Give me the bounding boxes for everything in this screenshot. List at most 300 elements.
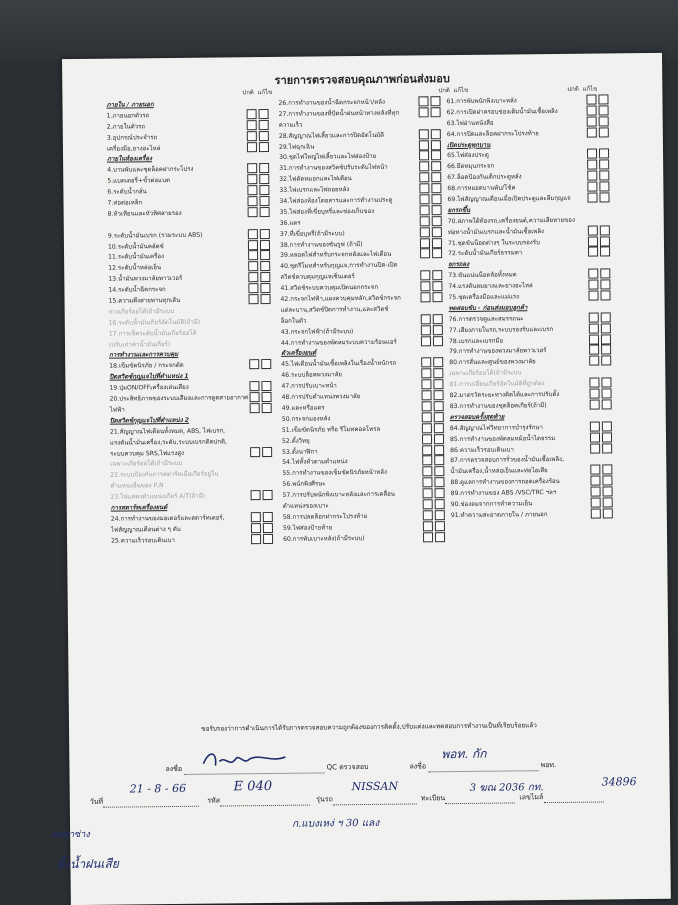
- checklist-item-label: 7.ท่อต่อเหล็ก: [107, 199, 143, 207]
- checklist-item-label: 4.บานพับและชุดล็อคฝากระโปรง: [107, 166, 194, 175]
- fix-checkbox[interactable]: [431, 194, 441, 204]
- checklist-item-label: 60.การพับเบาะหลัง(ถ้ามีระบบ): [283, 534, 365, 543]
- fix-checkbox[interactable]: [601, 323, 611, 333]
- normal-checkbox[interactable]: [251, 523, 261, 533]
- normal-checkbox[interactable]: [251, 490, 261, 500]
- normal-checkbox[interactable]: [422, 456, 432, 466]
- checklist-item-label: 42.กระจกไฟฟ้า,แผงควบคุมหลัก,สวิตช์กระจก: [280, 294, 401, 303]
- fix-checkbox[interactable]: [435, 488, 445, 498]
- fix-checkbox[interactable]: [601, 378, 611, 388]
- normal-checkbox[interactable]: [591, 497, 601, 507]
- signature-qc: ลงชื่อ QC ตรวจสอบ: [165, 762, 369, 774]
- normal-checkbox[interactable]: [419, 140, 429, 150]
- fix-checkbox[interactable]: [434, 412, 444, 422]
- fix-checkbox[interactable]: [262, 392, 272, 402]
- fix-checkbox[interactable]: [435, 532, 445, 542]
- checklist-item-label: 57.การปรับพนักพิงเบาะหลังและการเคลื่อน: [282, 490, 396, 499]
- normal-checkbox[interactable]: [249, 359, 259, 369]
- checklist-item-label: 66.ยึดหมุนกระจก: [447, 162, 495, 171]
- checklist-item-label: 34.ไฟส่องห้องโดยสารและการทำงานประตู: [279, 196, 393, 205]
- normal-checkbox[interactable]: [419, 151, 429, 161]
- fix-checkbox[interactable]: [263, 512, 273, 522]
- normal-checkbox[interactable]: [418, 96, 428, 106]
- checklist-item-label: 20.ประสิทธิภาพของระบบเสียงและการดูดสายอากาศ: [109, 394, 249, 403]
- checklist-item-label: 80.การสั่นและศูนย์ของพวงมาลัย: [449, 358, 536, 367]
- normal-checkbox[interactable]: [420, 292, 430, 302]
- checklist-item-label: 87.การตรวจสอบการรั่วของน้ำมันเชื้อเพลิง,: [450, 456, 565, 465]
- fix-checkbox[interactable]: [260, 283, 270, 293]
- checklist-item-label: 36.แตร: [279, 219, 301, 227]
- normal-checkbox[interactable]: [247, 120, 257, 130]
- checklist-item-label: 13.น้ำมันพวงมาลัยพาวเวอร์: [108, 275, 183, 283]
- normal-checkbox[interactable]: [247, 142, 257, 152]
- normal-checkbox[interactable]: [247, 185, 257, 195]
- fix-checkbox[interactable]: [432, 249, 442, 259]
- checklist-item-label: 73.ขันแน่นน็อตล้อทั้งหมด: [448, 271, 517, 280]
- checklist-item-label: 23.ไฟแสดงตำแหน่งเกียร์ A/T(ถ้ามี): [110, 492, 206, 501]
- checklist-item-label: 30.ชุดไฟใหญ่ไฟเลี้ยวและไฟส่องป้าย: [279, 153, 377, 162]
- fix-checkbox[interactable]: [263, 490, 273, 500]
- checklist-item-label: 78.เบรกและเบรกมือ: [448, 337, 504, 345]
- plate-value: 3 ฆณ 2036 กท.: [469, 782, 544, 794]
- fix-checkbox[interactable]: [434, 456, 444, 466]
- col3-header: ปกติ แก้ไข: [567, 85, 598, 93]
- normal-checkbox[interactable]: [590, 465, 600, 475]
- checklist-item-label: ความเร็ว: [278, 121, 303, 129]
- checklist-item-label: 41.สวิตช์ระบบควบคุมเปิดนอกกระจก: [280, 283, 379, 293]
- checklist-item-label: 5.แบตเตอรี่+ขั้วต่อแบต: [107, 177, 170, 185]
- fix-checkbox[interactable]: [433, 336, 443, 346]
- fix-checkbox[interactable]: [600, 236, 610, 246]
- checklist-item-label: 21.สัญญาณไฟเตือนทั้งหมด, ABS, ไฟเบรก,: [109, 427, 226, 436]
- checklist-item-label: 76.การตรวจดูและสมรรถนะ: [448, 315, 524, 323]
- fix-checkbox[interactable]: [263, 534, 273, 544]
- normal-checkbox[interactable]: [421, 379, 431, 389]
- fix-checkbox[interactable]: [261, 359, 271, 369]
- fix-checkbox[interactable]: [431, 140, 441, 150]
- checklist-item-label: 54.ไฟทั้งทั่วตามตำแหน่ง: [282, 458, 348, 467]
- normal-checkbox[interactable]: [587, 116, 597, 126]
- fix-checkbox[interactable]: [599, 116, 609, 126]
- checklist-item-label: น้ำมันเครื่อง,น้ำหล่อเย็นและท่อไอเสีย: [450, 467, 548, 476]
- normal-checkbox[interactable]: [422, 423, 432, 433]
- checklist-item-label: 2.ภายในตัวรถ: [106, 123, 146, 131]
- fix-checkbox[interactable]: [602, 432, 612, 442]
- checklist-row: [111, 532, 301, 545]
- normal-checkbox[interactable]: [589, 389, 599, 399]
- fix-checkbox[interactable]: [259, 185, 269, 195]
- normal-checkbox[interactable]: [588, 247, 598, 257]
- checklist-item-label: 10.ระดับน้ำมันคลัตช์: [107, 242, 164, 251]
- section-heading: ปิดสวิตช์กุญแจไปที่ตำแหน่ง 1: [109, 373, 189, 381]
- checklist-item-label: สวิตช์ควบคุมกุญแจเซ็นเตอร์: [280, 273, 355, 282]
- normal-checkbox[interactable]: [588, 236, 598, 246]
- normal-checkbox[interactable]: [248, 283, 258, 293]
- signature-owner: ลงชื่อ พอท.: [409, 761, 557, 771]
- fix-checkbox[interactable]: [434, 423, 444, 433]
- normal-checkbox[interactable]: [588, 280, 598, 290]
- normal-checkbox[interactable]: [419, 194, 429, 204]
- normal-checkbox[interactable]: [423, 521, 433, 531]
- fix-checkbox[interactable]: [434, 434, 444, 444]
- normal-checkbox[interactable]: [249, 381, 259, 391]
- normal-checkbox[interactable]: [419, 183, 429, 193]
- checklist-item-label: 55.การทำงานของเข็มขัดนิรภัยหน้าหลัง: [282, 469, 388, 478]
- normal-checkbox[interactable]: [423, 499, 433, 509]
- fix-checkbox[interactable]: [260, 261, 270, 271]
- checklist-item-label: 68.การหยอดบานพับ/โช้ค: [447, 184, 516, 193]
- checklist-item-label: 69.ไฟสัญญาณเตือนเมื่อเปิดประตูและลืมกุญแจ: [447, 194, 571, 204]
- normal-checkbox[interactable]: [420, 205, 430, 215]
- section-heading: ยกรถลง: [448, 261, 470, 269]
- normal-checkbox[interactable]: [250, 447, 260, 457]
- checklist-item-label: 29.ไฟฉุกเฉิน: [278, 143, 315, 151]
- normal-checkbox[interactable]: [422, 477, 432, 487]
- fix-checkbox[interactable]: [432, 270, 442, 280]
- normal-checkbox[interactable]: [589, 356, 599, 366]
- checklist-item-label: 28.สัญญาณไฟเลี้ยวและการปิดอัตโนมัติ: [278, 131, 385, 140]
- checklist-item-label: 84.สัญญาณไฟวิทยาการบำรุงรักษา: [449, 423, 543, 432]
- normal-checkbox[interactable]: [419, 162, 429, 172]
- normal-checkbox[interactable]: [587, 182, 597, 192]
- owner-signature: พอท. กัก: [441, 746, 487, 762]
- fix-checkbox[interactable]: [603, 508, 613, 518]
- fix-checkbox[interactable]: [431, 162, 441, 172]
- normal-checkbox[interactable]: [419, 107, 429, 117]
- fix-checkbox[interactable]: [434, 477, 444, 487]
- checklist-item-label: 85.การทำงานของพัดลมหม้อน้ำไดธรรม: [449, 434, 556, 443]
- fix-checkbox[interactable]: [260, 240, 270, 250]
- normal-checkbox[interactable]: [422, 434, 432, 444]
- normal-checkbox[interactable]: [590, 476, 600, 486]
- normal-checkbox[interactable]: [586, 95, 596, 105]
- normal-checkbox[interactable]: [422, 412, 432, 422]
- normal-checkbox[interactable]: [422, 467, 432, 477]
- fix-checkbox[interactable]: [601, 312, 611, 322]
- checklist-column-3: [446, 93, 640, 520]
- normal-checkbox[interactable]: [588, 291, 598, 301]
- checklist-item-label: ทางเกียร์ออโต้(ถ้ามีระบบ: [108, 307, 175, 316]
- fix-checkbox[interactable]: [434, 401, 444, 411]
- normal-checkbox[interactable]: [422, 390, 432, 400]
- checklist-item-label: 91.ทำความสะอาดภายใน / ภายนอก: [450, 510, 548, 519]
- fix-checkbox[interactable]: [599, 171, 609, 181]
- normal-checkbox[interactable]: [247, 131, 257, 141]
- inspection-form: [52, 53, 671, 905]
- fix-checkbox[interactable]: [262, 403, 272, 413]
- normal-checkbox[interactable]: [420, 227, 430, 237]
- section-heading: ทดสอบขับ - ก่อนส่งมอบลูกค้า: [448, 304, 528, 313]
- normal-checkbox[interactable]: [421, 369, 431, 379]
- checklist-item-label: เครื่องมือ,ยางอะไหล่: [106, 144, 161, 153]
- section-heading: ปิดสวิตช์กุญแจไปที่ตำแหน่ง 2: [109, 416, 190, 425]
- normal-checkbox[interactable]: [590, 399, 600, 409]
- normal-checkbox[interactable]: [248, 294, 258, 304]
- normal-checkbox[interactable]: [247, 196, 257, 206]
- fix-checkbox[interactable]: [600, 247, 610, 257]
- checklist-item-label: 14.ระดับน้ำฉีดกระจก: [108, 286, 166, 294]
- normal-checkbox[interactable]: [421, 336, 431, 346]
- checklist-item-label: 88.ดูแลการทำงานของการถอดเครื่องร้อน: [450, 478, 560, 487]
- normal-checkbox[interactable]: [419, 173, 429, 183]
- fix-checkbox[interactable]: [601, 345, 611, 355]
- normal-checkbox[interactable]: [420, 281, 430, 291]
- fix-checkbox[interactable]: [432, 238, 442, 248]
- checklist-item-label: ตำแหน่งอื่นของ P,N: [110, 482, 164, 490]
- fix-checkbox[interactable]: [432, 227, 442, 237]
- fix-checkbox[interactable]: [599, 182, 609, 192]
- normal-checkbox[interactable]: [591, 487, 601, 497]
- normal-checkbox[interactable]: [423, 532, 433, 542]
- fix-checkbox[interactable]: [431, 151, 441, 161]
- fix-checkbox[interactable]: [259, 120, 269, 130]
- col1-header: ปกติ แก้ไข: [242, 88, 273, 97]
- checklist-item-label: เฉพาะเกียร์ออโต้(ถ้ามีระบบ: [110, 460, 183, 469]
- normal-checkbox[interactable]: [247, 174, 257, 184]
- fix-checkbox[interactable]: [433, 314, 443, 324]
- normal-checkbox[interactable]: [251, 512, 261, 522]
- checklist-item-label: 81.การเปลี่ยนเกียร์อัตโนมัติที่ถูกต้อง: [449, 380, 545, 389]
- fix-checkbox[interactable]: [434, 445, 444, 455]
- checklist-item-label: [108, 218, 248, 219]
- normal-checkbox[interactable]: [248, 272, 258, 282]
- checklist-item-label: 83.การทำงานของชุดล็อคเกียร์(ถ้ามี): [449, 402, 547, 411]
- normal-checkbox[interactable]: [420, 238, 430, 248]
- normal-checkbox[interactable]: [421, 358, 431, 368]
- fix-checkbox[interactable]: [599, 192, 609, 202]
- normal-checkbox[interactable]: [247, 163, 257, 173]
- normal-checkbox[interactable]: [420, 216, 430, 226]
- handwritten-remark: ก.แบงเหง่ ฯ 30 แลง: [291, 817, 380, 830]
- fix-checkbox[interactable]: [432, 205, 442, 215]
- checklist-item-label: 53.ตั้งนาฬิกา: [282, 447, 318, 456]
- fix-checkbox[interactable]: [602, 443, 612, 453]
- fix-checkbox[interactable]: [430, 96, 440, 106]
- checklist-item-label: 37.ที่เขี่ยบุหรี่(ถ้ามีระบบ): [279, 229, 345, 238]
- normal-checkbox[interactable]: [591, 508, 601, 518]
- section-heading: การทำงานและการควบคุม: [109, 351, 179, 360]
- normal-checkbox[interactable]: [420, 271, 430, 281]
- normal-checkbox[interactable]: [589, 378, 599, 388]
- checklist-item-label: 46.ระบบล็อคพวงมาลัย: [281, 371, 342, 380]
- fix-checkbox[interactable]: [433, 358, 443, 368]
- checklist-item-label: 62.การเปิดฝาครอบช่องเติมน้ำมันเชื้อเพลิง: [446, 107, 558, 117]
- normal-checkbox[interactable]: [589, 312, 599, 322]
- checklist-item-label: 89.การทำงานของ ABS /VSC/TRC ฯลฯ: [450, 489, 557, 498]
- date-value: 21 - 8 - 66: [129, 781, 187, 796]
- mileage-value: 34896: [601, 775, 637, 789]
- checklist-item-label: 59.ไฟส่องป้ายท้าย: [282, 524, 333, 532]
- checklist-item-label: ท่อทางน้ำมันเบรกและน้ำมันเชื้อเพลิง: [447, 227, 545, 236]
- fix-checkbox[interactable]: [435, 521, 445, 531]
- checklist-item-label: 38.การทำงานของซันรูฟ (ถ้ามี): [279, 240, 363, 249]
- fix-checkbox[interactable]: [434, 466, 444, 476]
- checklist-item-label: 70.สภาพใต้ท้องรถ,เครื่องยนต์,ความเสียหายของ: [447, 216, 575, 225]
- section-heading: ยกรถขึ้น: [447, 206, 471, 215]
- checklist-item-label: 12.ระดับน้ำหล่อเย็น: [108, 264, 162, 273]
- fix-checkbox[interactable]: [432, 292, 442, 302]
- fix-checkbox[interactable]: [599, 160, 609, 170]
- checklist-item-label: 58.การปลดล็อกฝากระโปรงท้าย: [282, 512, 368, 521]
- normal-checkbox[interactable]: [422, 445, 432, 455]
- normal-checkbox[interactable]: [421, 314, 431, 324]
- checklist-item-label: 56.พนักพิงศีรษะ: [282, 480, 326, 489]
- col2-header: ปกติ แก้ไข: [438, 86, 469, 95]
- checklist-item-label: 27.การทำงานของที่ปัดน้ำฝนหน้าทางหลังที่ทุก: [278, 109, 400, 118]
- normal-checkbox[interactable]: [421, 325, 431, 335]
- normal-checkbox[interactable]: [589, 345, 599, 355]
- normal-checkbox[interactable]: [589, 334, 599, 344]
- fix-checkbox[interactable]: [602, 476, 612, 486]
- fix-checkbox[interactable]: [601, 356, 611, 366]
- checklist-item-label: (ปรับเท่าค่าน้ำมันเกียร์): [108, 340, 171, 349]
- normal-checkbox[interactable]: [248, 251, 258, 261]
- fix-checkbox[interactable]: [260, 294, 270, 304]
- checklist-item-label: 32.ไฟตัดหมอกและไฟเดือน: [279, 175, 352, 184]
- fix-checkbox[interactable]: [435, 510, 445, 520]
- checklist-item-label: 82.มาตรวัดระยะทางติดได้และการปรับตั้ง: [449, 390, 560, 400]
- checklist-item-label: 50.กระจกมองหลัง: [281, 415, 331, 423]
- checklist-item-label: แรงดันน้ำมันเครื่อง,ระดับ,ระบบเบรกติดปกติ,: [109, 438, 228, 447]
- fix-checkbox[interactable]: [600, 290, 610, 300]
- fix-checkbox[interactable]: [260, 207, 270, 217]
- checklist-item-label: 8.หัวเทียนและหัวทิศสายรอง: [107, 209, 182, 218]
- fix-checkbox[interactable]: [433, 325, 443, 335]
- normal-checkbox[interactable]: [587, 160, 597, 170]
- normal-checkbox[interactable]: [587, 193, 597, 203]
- normal-checkbox[interactable]: [587, 105, 597, 115]
- normal-checkbox[interactable]: [248, 240, 258, 250]
- checklist-item-label: 22.ระบบป้องกันการสตาร์ทเมื่อเกียร์อยู่ใน: [110, 470, 219, 479]
- checklist-item-label: 17.การเช็คระดับน้ำมันเกียร์ออโต้: [108, 329, 197, 338]
- checklist-item-label: 64.การปิดและล็อคฝากระโปรงท้าย: [446, 129, 539, 138]
- checklist-item-label: ไฟสัญญาณเตือนต่าง ๆ ดับ: [110, 525, 181, 534]
- fix-checkbox[interactable]: [260, 229, 270, 239]
- fix-checkbox[interactable]: [600, 269, 610, 279]
- normal-checkbox[interactable]: [587, 171, 597, 181]
- disclaimer-note: ขอรับรองว่าการดำเนินการได้รับการตรวจสอบความถูกต้องของการติดตั้ง,ปรับแต่งและทดสอบการทำงานเป็นที่เรียบร้อยแล้ว: [201, 721, 537, 733]
- fix-checkbox[interactable]: [433, 368, 443, 378]
- normal-checkbox[interactable]: [420, 249, 430, 259]
- fix-checkbox[interactable]: [600, 225, 610, 235]
- fix-checkbox[interactable]: [603, 497, 613, 507]
- handwritten-note-1: ผลนาซ่าง: [52, 829, 90, 841]
- checklist-item-label: 45.ไฟเตือนน้ำมันเชื้อเพลิงในเรื่องน้ำหนักรถ: [281, 360, 397, 369]
- fix-checkbox[interactable]: [431, 129, 441, 139]
- fix-checkbox[interactable]: [259, 142, 269, 152]
- checklist-item-label: 33.ไฟเบรกและไฟถอยหลัง: [279, 186, 350, 194]
- fix-checkbox[interactable]: [599, 149, 609, 159]
- fix-checkbox[interactable]: [259, 163, 269, 173]
- checklist-item-label: 74.แรงดันลมยางและยางอะไหล่: [448, 282, 533, 291]
- fix-checkbox[interactable]: [261, 381, 271, 391]
- normal-checkbox[interactable]: [587, 149, 597, 159]
- fix-checkbox[interactable]: [259, 131, 269, 141]
- checklist-item-label: 6.ระดับน้ำกลั่น: [107, 188, 147, 196]
- fix-checkbox[interactable]: [260, 272, 270, 282]
- fix-checkbox[interactable]: [262, 446, 272, 456]
- normal-checkbox[interactable]: [248, 229, 258, 239]
- normal-checkbox[interactable]: [590, 432, 600, 442]
- checklist-item-label: 86.ความเร็วรอบเดินเบา: [450, 445, 514, 454]
- section-heading: ภายในห้องเครื่อง: [107, 155, 152, 164]
- fix-checkbox[interactable]: [599, 105, 609, 115]
- normal-checkbox[interactable]: [423, 510, 433, 520]
- fix-checkbox[interactable]: [600, 280, 610, 290]
- checklist-item-label: แต่ละบาน,สวิตช์ปิดการทำงาน,และสวิตช์: [280, 305, 389, 314]
- fix-checkbox[interactable]: [603, 486, 613, 496]
- section-heading: ตรวจสอบครั้งสุดท้าย: [449, 413, 505, 421]
- normal-checkbox[interactable]: [422, 401, 432, 411]
- fix-checkbox[interactable]: [433, 379, 443, 389]
- normal-checkbox[interactable]: [590, 421, 600, 431]
- fix-checkbox[interactable]: [431, 183, 441, 193]
- checklist-row: [451, 507, 641, 520]
- fix-checkbox[interactable]: [260, 250, 270, 260]
- checklist-item-label: 51.เข็มขัดนิรภัย หรือ รีโมทคอลโทรล: [281, 425, 381, 434]
- fix-checkbox[interactable]: [431, 172, 441, 182]
- normal-checkbox[interactable]: [419, 129, 429, 139]
- checklist-item-label: 77.เสียงภายในรถ,ระบบรองรับและเบรก: [448, 325, 554, 334]
- normal-checkbox[interactable]: [589, 323, 599, 333]
- fix-checkbox[interactable]: [602, 465, 612, 475]
- checklist-item-label: 3.อุปกรณ์ประจำรถ: [106, 133, 158, 142]
- checklist-item-label: 71.ชุดขันน็อตต่างๆ ในระบบรองรับ: [447, 238, 540, 247]
- fix-checkbox[interactable]: [434, 390, 444, 400]
- checklist-item-label: ไฟฟ้า: [109, 406, 125, 414]
- fix-checkbox[interactable]: [601, 334, 611, 344]
- fix-checkbox[interactable]: [602, 399, 612, 409]
- checklist-item-label: 19.ปุ่มON/OFFเครื่องเล่นเสียง: [109, 383, 189, 392]
- fix-checkbox[interactable]: [259, 174, 269, 184]
- normal-checkbox[interactable]: [247, 109, 257, 119]
- fix-checkbox[interactable]: [259, 196, 269, 206]
- checklist-item-label: 44.การทำงานของพัดลมระบบความร้อนแอร์: [280, 338, 397, 347]
- checklist-item-label: 67.ล็อคป้องกันเด็กประตูหลัง: [447, 173, 522, 182]
- fix-checkbox[interactable]: [435, 499, 445, 509]
- checklist-item-label: 90.ช่องลมจากการทำความเย็น: [450, 500, 533, 509]
- fix-checkbox[interactable]: [599, 127, 609, 137]
- fix-checkbox[interactable]: [431, 107, 441, 117]
- checklist-item-label: เฉพาะเกียร์ออโต้(ถ้ามีระบบ: [449, 369, 522, 378]
- qc-signature: [199, 747, 289, 772]
- fix-checkbox[interactable]: [598, 94, 608, 104]
- normal-checkbox[interactable]: [250, 392, 260, 402]
- fix-checkbox[interactable]: [432, 281, 442, 291]
- checklist-item-label: 1.ภายนอกตัวรถ: [106, 112, 150, 120]
- normal-checkbox[interactable]: [423, 488, 433, 498]
- fix-checkbox[interactable]: [259, 109, 269, 119]
- normal-checkbox[interactable]: [248, 261, 258, 271]
- handwritten-note-2: หิ้งน้ำฝนเสีย: [56, 856, 119, 872]
- model-value: NISSAN: [351, 779, 399, 794]
- fix-checkbox[interactable]: [432, 216, 442, 226]
- normal-checkbox[interactable]: [248, 207, 258, 217]
- normal-checkbox[interactable]: [251, 534, 261, 544]
- fix-checkbox[interactable]: [263, 523, 273, 533]
- section-heading: การสตาร์ทเครื่องยนต์: [110, 504, 168, 512]
- normal-checkbox[interactable]: [588, 225, 598, 235]
- normal-checkbox[interactable]: [587, 127, 597, 137]
- fix-checkbox[interactable]: [601, 388, 611, 398]
- fix-checkbox[interactable]: [602, 421, 612, 431]
- normal-checkbox[interactable]: [590, 443, 600, 453]
- normal-checkbox[interactable]: [588, 269, 598, 279]
- checklist-item-label: 39.หลอดไฟสำหรับกระจกหลังและไฟเตือน: [280, 251, 392, 260]
- normal-checkbox[interactable]: [250, 403, 260, 413]
- checklist-item-label: 49.แตะหรือแตร: [281, 404, 325, 412]
- checklist-item-label: 35.ไฟส่องที่เขี่ยบุหรี่และช่องเก็บของ: [279, 207, 375, 216]
